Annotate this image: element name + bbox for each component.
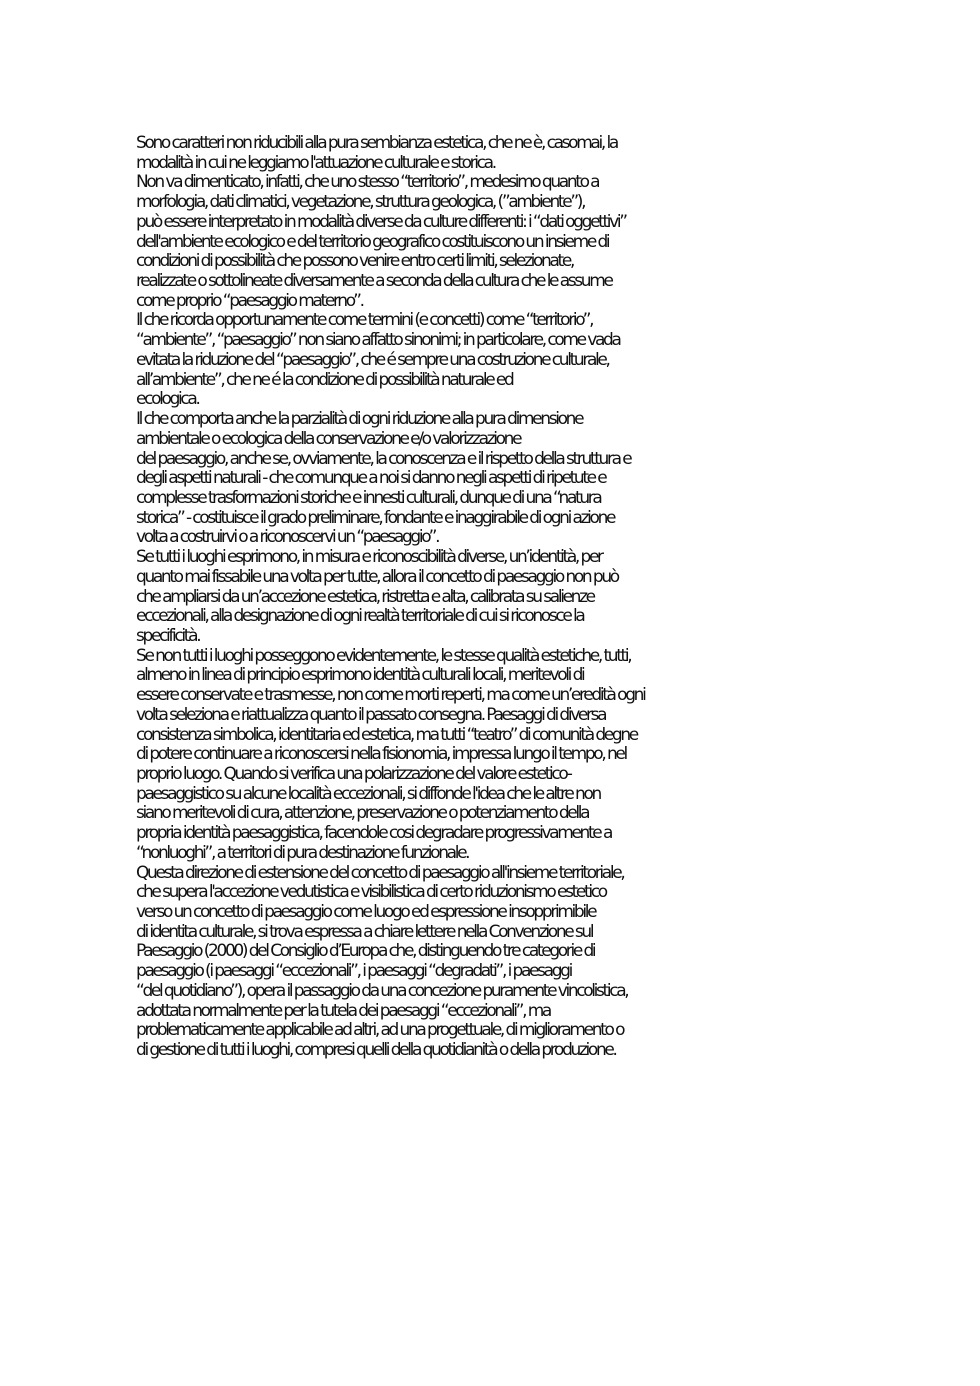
text-line: morfologia, dati climatici, vegetazione, struttura geologica, (”ambiente”), <box>136 192 585 213</box>
text-line: complesse trasformazioni storiche e innesti culturali, dunque di una “natura <box>136 487 601 508</box>
text-line: può essere interpretato in modalità diverse da culture differenti: i “dati oggettivi” <box>136 211 626 232</box>
text-line: del paesaggio, anche se, ovviamente, la conoscenza e il rispetto della struttura e <box>136 448 631 469</box>
text-line: storica” - costituisce il grado preliminare, fondante e inaggirabile di ogni azione <box>136 507 615 528</box>
text-line: di potere continuare a riconoscersi nella fisionomia, impressa lungo il tempo, nel <box>136 744 626 765</box>
text-line: almeno in linea di principio esprimono identità culturali locali, meritevoli di <box>136 665 584 686</box>
text-line: Sono caratteri non riducibili alla pura sembianza estetica, che ne è, casomai, la <box>136 133 617 153</box>
text-line: di gestione di tutti i luoghi, compresi quelli della quotidianità o della produzione. <box>136 1040 616 1061</box>
text-line: che ampliarsi da un’accezione estetica, ristretta e alta, calibrata su salienze <box>136 586 594 607</box>
body-text <box>136 134 856 1061</box>
text-line: essere conservate e trasmesse, non come morti reperti, ma come un’eredità ogni <box>136 685 645 706</box>
text-line: Se non tutti i luoghi posseggono evidentemente, le stesse qualità estetiche, tutti, <box>136 645 631 666</box>
text-line: degli aspetti naturali - che comunque a noi si danno negli aspetti di ripetute e <box>136 468 606 489</box>
text-line: quanto mai fissabile una volta per tutte, allora il concetto di paesaggio non può <box>136 566 618 587</box>
text-line: Questa direzione di estensione del concetto di paesaggio all'insieme territoriale, <box>136 862 624 883</box>
text-line: come proprio “paesaggio materno”. <box>136 290 363 311</box>
text-line: propria identità paesaggistica, facendole cosi degradare progressivamente a <box>136 823 612 844</box>
text-line: eccezionali, alla designazione di ogni realtà territoriale di cui si riconosce la <box>136 606 584 627</box>
text-line: di identita culturale, si trova espressa a chiare lettere nella Convenzione sul <box>136 921 593 942</box>
text-line: all’ambiente”, che ne é la condizione di possibilità naturale ed <box>136 369 513 390</box>
text-line: proprio luogo. Quando si verifica una polarizzazione del valore estetico- <box>136 764 571 784</box>
text-line: modalità in cui ne leggiamo l'attuazione culturale e storica. <box>136 152 495 173</box>
text-line: specificità. <box>136 625 200 646</box>
text-line: paesaggistico su alcune località eccezionali, si diffonde l'idea che le altre non <box>136 783 600 804</box>
text-line: che supera l'accezione vedutistica e visibilistica di certo riduzionismo estetico <box>136 882 606 903</box>
text-line: Non va dimenticato, infatti, che uno stesso “territorio”, medesimo quanto a <box>136 172 599 193</box>
text-line: problematicamente applicabile ad altri, ad una progettuale, di miglioramento o <box>136 1020 624 1041</box>
text-line: Se tutti i luoghi esprimono, in misura e riconoscibilità diverse, un’identità, per <box>136 547 602 568</box>
text-line: Il che ricorda opportunamente come termini (e concetti) come “territorio”, <box>136 310 593 331</box>
text-line: verso un concetto di paesaggio come luogo ed espressione insopprimibile <box>136 902 596 923</box>
text-line: ambientale o ecologica della conservazione e/o valorizzazione <box>136 428 521 449</box>
text-line: dell'ambiente ecologico e del territorio geografico costituiscono un insieme di <box>136 231 609 252</box>
text-line: “nonluoghi”, a territori di pura destinazione funzionale. <box>136 842 469 863</box>
text-line: Paesaggio (2000) del Consiglio d’Europa che, distinguendo tre categorie di <box>136 941 595 962</box>
text-line: volta seleziona e riattualizza quanto il passato consegna. Paesaggi di diversa <box>136 704 606 725</box>
text-line: volta a costruirvi o a riconoscervi un “paesaggio”. <box>136 527 439 548</box>
text-line: “del quotidiano”), opera il passaggio da una concezione puramente vincolistica, <box>136 980 628 1001</box>
text-line: siano meritevoli di cura, attenzione, preservazione o potenziamento della <box>136 803 589 824</box>
text-line: adottata normalmente per la tutela dei paesaggi “eccezionali”, ma <box>136 1000 551 1021</box>
text-line: realizzate o sottolineate diversamente a seconda della cultura che le assume <box>136 271 612 292</box>
text-line: “ambiente”, “paesaggio” non siano affatto sinonimi; in particolare, come vada <box>136 330 620 351</box>
text-line: consistenza simbolica, identitaria ed estetica, ma tutti “teatro” di comunità degne <box>136 724 637 745</box>
text-line: ecologica. <box>136 389 199 410</box>
text-line: evitata la riduzione del “paesaggio”, che é sempre una costruzione culturale, <box>136 349 609 370</box>
text-line: condizioni di possibilità che possono venire entro certi limiti, selezionate, <box>136 251 573 272</box>
text-line: Il che comporta anche la parzialità di ogni riduzione alla pura dimensione <box>136 409 583 430</box>
text-line: paesaggio (i paesaggi “eccezionali”, i paesaggi “degradati”, i paesaggi <box>136 961 571 982</box>
